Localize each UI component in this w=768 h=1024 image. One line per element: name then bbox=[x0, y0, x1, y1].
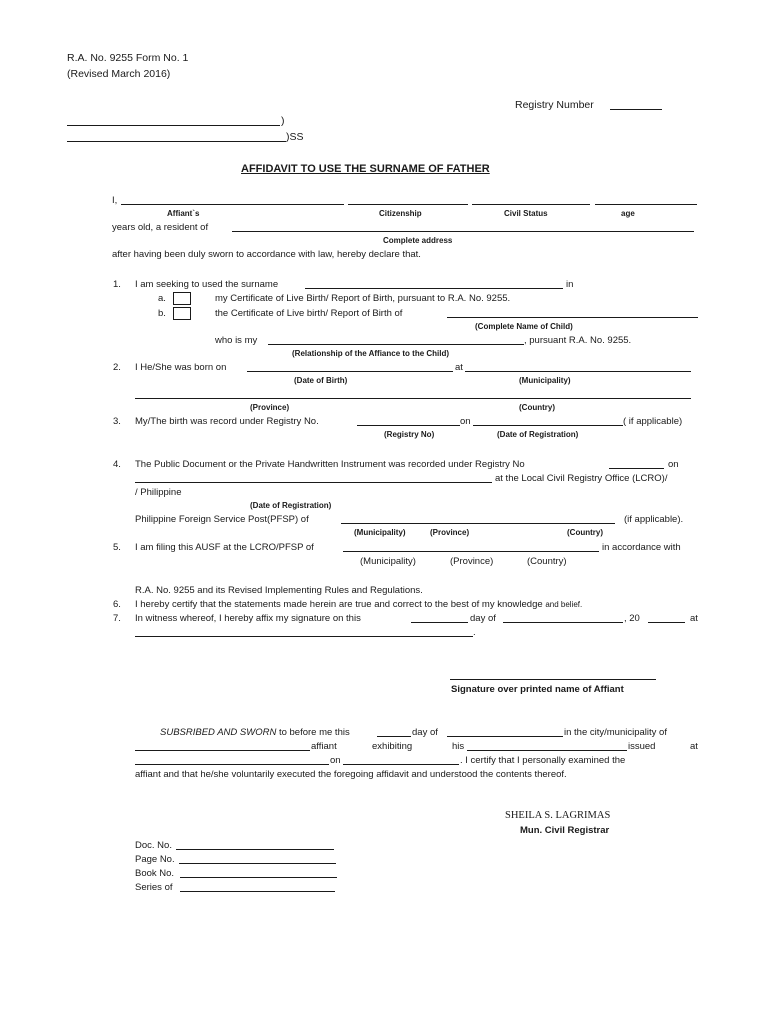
date-registration-caption-3: (Date of Registration) bbox=[497, 430, 579, 439]
option-b-text: the Certificate of Live birth/ Report of Birth of bbox=[215, 308, 403, 319]
id-document-field[interactable] bbox=[467, 750, 627, 751]
municipality-caption-5: (Municipality) bbox=[360, 556, 416, 567]
province-caption-4: (Province) bbox=[430, 528, 470, 537]
sworn-line-1 bbox=[160, 728, 350, 738]
item-3-if-applicable: ( if applicable) bbox=[623, 416, 683, 427]
item-6-text bbox=[135, 600, 582, 610]
id-issue-place-field[interactable] bbox=[135, 764, 329, 765]
item-3-number: 3. bbox=[113, 416, 121, 427]
birth-municipality-field[interactable] bbox=[465, 371, 691, 372]
item-5-text: I am filing this AUSF at the LCRO/PFSP of bbox=[135, 542, 314, 553]
witness-year-field[interactable] bbox=[648, 622, 685, 623]
item-1-number: 1. bbox=[113, 279, 121, 290]
venue-ss: )SS bbox=[286, 131, 304, 143]
affiant-caption: Affiant`s bbox=[167, 209, 200, 218]
sworn-exhibiting: exhibiting bbox=[372, 741, 413, 752]
item-4-if-applicable: (if applicable). bbox=[624, 514, 684, 525]
venue-line-2[interactable] bbox=[67, 141, 286, 142]
registry-number-label: Registry Number bbox=[515, 99, 594, 111]
item-1-in: in bbox=[566, 279, 574, 290]
affiant-name-field[interactable] bbox=[121, 204, 344, 205]
filing-place-field[interactable] bbox=[343, 551, 599, 552]
item-7-end: . bbox=[473, 627, 476, 638]
document-title: AFFIDAVIT TO USE THE SURNAME OF FATHER bbox=[241, 163, 490, 175]
item-7-number: 7. bbox=[113, 613, 121, 624]
registrar-name: SHEILA S. LAGRIMAS bbox=[505, 810, 611, 821]
relationship-field[interactable] bbox=[268, 344, 524, 345]
item-5-accordance: in accordance with bbox=[602, 542, 681, 553]
province-caption-5: (Province) bbox=[450, 556, 494, 567]
book-no-field[interactable] bbox=[180, 877, 337, 878]
instrument-date-field[interactable] bbox=[135, 482, 492, 483]
item-1-text: I am seeking to used the surname bbox=[135, 279, 279, 290]
country-caption-4: (Country) bbox=[567, 528, 603, 537]
civil-status-field[interactable] bbox=[472, 204, 590, 205]
item-4-lcro: at the Local Civil Registry Office (LCRO)/ bbox=[495, 473, 668, 484]
child-name-field[interactable] bbox=[447, 317, 698, 318]
registry-no-field[interactable] bbox=[357, 425, 460, 426]
item-7-at: at bbox=[690, 613, 698, 624]
witness-place-field[interactable] bbox=[135, 636, 473, 637]
citizenship-caption: Citizenship bbox=[379, 209, 422, 218]
item-2-number: 2. bbox=[113, 362, 121, 373]
page-no-field[interactable] bbox=[179, 863, 336, 864]
relationship-caption: (Relationship of the Affiance to the Child) bbox=[292, 349, 450, 358]
venue-line-1[interactable] bbox=[67, 125, 280, 126]
pursuant-text: , pursuant R.A. No. 9255. bbox=[524, 335, 632, 346]
date-registration-caption-4: (Date of Registration) bbox=[250, 501, 332, 510]
item-3-text: My/The birth was record under Registry No. bbox=[135, 416, 319, 427]
sworn-certify: . I certify that I personally examined the bbox=[460, 755, 626, 766]
item-3-on: on bbox=[460, 416, 471, 427]
sworn-issued: issued bbox=[628, 741, 656, 752]
item-6-main: I hereby certify that the statements made herein are true and correct to the best of my knowledge bbox=[135, 599, 543, 610]
registry-number-field[interactable] bbox=[610, 109, 662, 110]
page-no-label: Page No. bbox=[135, 854, 175, 865]
municipality-caption-2: (Municipality) bbox=[519, 376, 571, 385]
country-caption-2: (Country) bbox=[519, 403, 555, 412]
form-number: R.A. No. 9255 Form No. 1 bbox=[67, 52, 189, 64]
registration-date-field[interactable] bbox=[473, 425, 623, 426]
sworn-line-4: affiant and that he/she voluntarily executed the foregoing affidavit and understood the contents thereof. bbox=[135, 769, 567, 780]
item-2-text: I He/She was born on bbox=[135, 362, 227, 373]
sworn-month-field[interactable] bbox=[447, 736, 563, 737]
option-a-letter: a. bbox=[158, 293, 166, 304]
sworn-his: his bbox=[452, 741, 465, 752]
citizenship-field[interactable] bbox=[348, 204, 468, 205]
sworn-at: at bbox=[690, 741, 698, 752]
surname-field[interactable] bbox=[305, 288, 563, 289]
pfsp-field[interactable] bbox=[341, 523, 615, 524]
who-is-my-label: who is my bbox=[215, 335, 258, 346]
birth-province-country-field[interactable] bbox=[135, 398, 691, 399]
option-a-text: my Certificate of Live Birth/ Report of Birth, pursuant to R.A. No. 9255. bbox=[215, 293, 511, 304]
item-4-text: The Public Document or the Private Handwritten Instrument was recorded under Registry No bbox=[135, 459, 525, 470]
address-field[interactable] bbox=[232, 231, 694, 232]
age-caption: age bbox=[621, 209, 635, 218]
book-no-label: Book No. bbox=[135, 868, 175, 879]
sworn-l1a: to before me this bbox=[278, 727, 350, 738]
venue-paren: ) bbox=[281, 115, 285, 127]
sworn-city-label: in the city/municipality of bbox=[564, 727, 667, 738]
sworn-day-field[interactable] bbox=[377, 736, 411, 737]
item-4-number: 4. bbox=[113, 459, 121, 470]
instrument-registry-no-field[interactable] bbox=[609, 468, 664, 469]
sworn-day-of: day of bbox=[412, 727, 438, 738]
doc-no-field[interactable] bbox=[176, 849, 334, 850]
civil-status-caption: Civil Status bbox=[504, 209, 548, 218]
series-label: Series of bbox=[135, 882, 173, 893]
option-b-letter: b. bbox=[158, 308, 166, 319]
item-5-number: 5. bbox=[113, 542, 121, 553]
item-2-at: at bbox=[455, 362, 463, 373]
item-7-year-prefix: , 20 bbox=[624, 613, 640, 624]
municipality-caption-4: (Municipality) bbox=[354, 528, 406, 537]
option-a-checkbox[interactable] bbox=[173, 292, 191, 305]
series-field[interactable] bbox=[180, 891, 335, 892]
address-caption: Complete address bbox=[383, 236, 453, 245]
item-6-number: 6. bbox=[113, 599, 121, 610]
resident-label: years old, a resident of bbox=[112, 222, 209, 233]
item-7-day-of: day of bbox=[470, 613, 496, 624]
witness-day-field[interactable] bbox=[411, 622, 468, 623]
pfsp-label: Philippine Foreign Service Post(PFSP) of bbox=[135, 514, 309, 525]
registrar-title: Mun. Civil Registrar bbox=[520, 825, 610, 836]
id-issue-date-field[interactable] bbox=[343, 764, 459, 765]
date-of-birth-field[interactable] bbox=[247, 371, 453, 372]
registry-no-caption: (Registry No) bbox=[384, 430, 435, 439]
country-caption-5: (Country) bbox=[527, 556, 567, 567]
revision-date: (Revised March 2016) bbox=[67, 68, 171, 80]
affiant-signature-line[interactable] bbox=[450, 679, 656, 680]
item-5-continuation: R.A. No. 9255 and its Revised Implementing Rules and Regulations. bbox=[135, 585, 423, 596]
item-7-text: In witness whereof, I hereby affix my signature on this bbox=[135, 613, 361, 624]
sworn-on: on bbox=[330, 755, 341, 766]
witness-month-field[interactable] bbox=[503, 622, 623, 623]
sworn-affiant: affiant bbox=[311, 741, 337, 752]
item-4-philippine: / Philippine bbox=[135, 487, 182, 498]
dob-caption: (Date of Birth) bbox=[294, 376, 348, 385]
signature-caption: Signature over printed name of Affiant bbox=[451, 684, 624, 695]
age-field[interactable] bbox=[595, 204, 697, 205]
intro-i: I, bbox=[112, 195, 118, 206]
province-caption-2: (Province) bbox=[250, 403, 290, 412]
sworn-italic: SUBSRIBED AND SWORN bbox=[160, 727, 277, 738]
item-4-on: on bbox=[668, 459, 679, 470]
sworn-statement: after having been duly sworn to accordance with law, hereby declare that. bbox=[112, 249, 421, 260]
doc-no-label: Doc. No. bbox=[135, 840, 172, 851]
option-b-checkbox[interactable] bbox=[173, 307, 191, 320]
item-6-tail: and belief. bbox=[545, 600, 583, 609]
sworn-place-field[interactable] bbox=[135, 750, 310, 751]
child-name-caption: (Complete Name of Child) bbox=[475, 322, 573, 331]
